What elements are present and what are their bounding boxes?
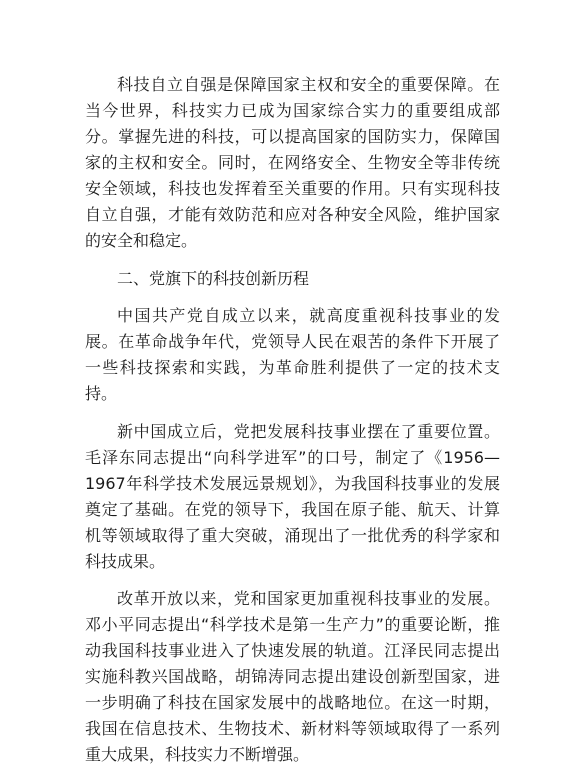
document-body (85, 72, 500, 780)
paragraph-founding: 中国共产党自成立以来，就高度重视科技事业的发展。在革命战争年代，党领导人民在艰苦的条件下开展了一些科技探索和实践，为革命胜利提供了一定的技术支持。 (85, 306, 500, 403)
paragraph-security: 科技自立自强是保障国家主权和安全的重要保障。在当今世界，科技实力已成为国家综合实力的重要组成部分。掌握先进的科技，可以提高国家的国防实力，保障国家的主权和安全。同时，在网络安全、生物安全等非传统安全领域，科技也发挥着至关重要的作用。只有实现科技自立自强，才能有效防范和应对各种安全风险，维护国家的安全和稳定。 (85, 75, 500, 250)
section-heading: 二、党旗下的科技创新历程 (117, 268, 310, 288)
paragraph-new-china: 新中国成立后，党把发展科技事业摆在了重要位置。毛泽东同志提出“向科学进军”的口号，制定了《1956—1967年科学技术发展远景规划》，为我国科技事业的发展奠定了基础。在党的领导下，我国在原子能、航天、计算机等领域取得了重大突破，涌现出了一批优秀的科学家和科技成果。 (85, 421, 500, 571)
paragraph-reform: 改革开放以来，党和国家更加重视科技事业的发展。邓小平同志提出“科学技术是第一生产力”的重要论断，推动我国科技事业进入了快速发展的轨道。江泽民同志提出实施科教兴国战略，胡锦涛同志提出建设创新型国家，进一步明确了科技在国家发展中的战略地位。在这一时期，我国在信息技术、生物技术、新材料等领域取得了一系列重大成果，科技实力不断增强。 (85, 589, 500, 764)
